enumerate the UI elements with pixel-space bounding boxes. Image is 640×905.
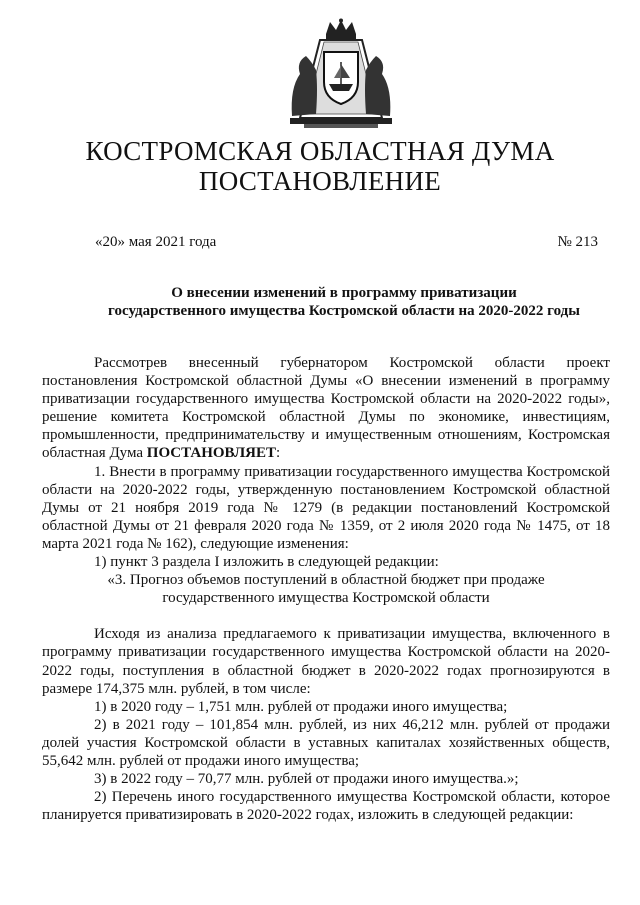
- document-body: [42, 354, 610, 824]
- preamble-colon: :: [276, 445, 281, 462]
- coat-of-arms-emblem: [286, 18, 396, 130]
- quoted-heading-line: государственного имущества Костромской области: [162, 590, 490, 607]
- paragraph-gap: [42, 607, 610, 625]
- document-date: «20» мая 2021 года: [95, 234, 217, 250]
- document-number: № 213: [557, 234, 598, 250]
- title-line: О внесении изменений в программу приватизации: [171, 285, 517, 301]
- forecast-year-item: 2) в 2021 году – 101,854 млн. рублей, из них 46,212 млн. рублей от продажи долей участия Костромской области в уставных капиталах хозяйственных обществ, 55,642 млн. рублей от продажи иного имущества;: [42, 716, 610, 769]
- forecast-year-item: 3) в 2022 году – 70,77 млн. рублей от продажи иного имущества.»;: [94, 771, 519, 788]
- forecast-year-item: 1) в 2020 году – 1,751 млн. рублей от продажи иного имущества;: [94, 698, 508, 715]
- preamble-paragraph: [42, 354, 610, 463]
- document-title: [60, 284, 628, 320]
- quoted-heading-line: «3. Прогноз объемов поступлений в областной бюджет при продаже: [107, 572, 545, 589]
- title-line: государственного имущества Костромской области на 2020-2022 годы: [108, 303, 580, 319]
- preamble-text: Рассмотрев внесенный губернатором Костромской области проект постановления Костромской областной Думы «О внесении изменений в программу приватизации государственного имущества Костромской области на 2020-2022 годы», решение комитета Костромской областной Думы по экономике, инвестициям, промышленности, предпринимательству и имущественным отношениям, Костромская областная Дума: [42, 355, 610, 462]
- subitem-1-paragraph: 1) пункт 3 раздела I изложить в следующей редакции:: [94, 554, 439, 571]
- subitem-2-paragraph: 2) Перечень иного государственного имущества Костромской области, которое планируется приватизировать в 2020-2022 годах, изложить в следующей редакции:: [42, 789, 610, 824]
- forecast-paragraph: Исходя из анализа предлагаемого к приватизации имущества, включенного в программу приватизации государственного имущества Костромской области на 2020-2022 годы, поступления в областной бюджет в 2020-2022 годах прогнозируются в размере 174,375 млн. рублей, в том числе:: [42, 626, 610, 697]
- document-type: ПОСТАНОВЛЕНИЕ: [198, 166, 442, 196]
- item-1-paragraph: 1. Внести в программу приватизации государственного имущества Костромской области на 2020-2022 годы, утвержденную постановлением Костромской областной Думы от 21 ноября 2019 года № 1279 (в редакции постановлений Костромской областной Думы от 21 февраля 2020 года № 1359, от 2 июля 2020 года № 1475, от 18 марта 2021 года № 162), следующие изменения:: [42, 463, 610, 552]
- organization-name: КОСТРОМСКАЯ ОБЛАСТНАЯ ДУМА: [85, 136, 555, 166]
- decree-keyword: ПОСТАНОВЛЯЕТ: [146, 445, 277, 462]
